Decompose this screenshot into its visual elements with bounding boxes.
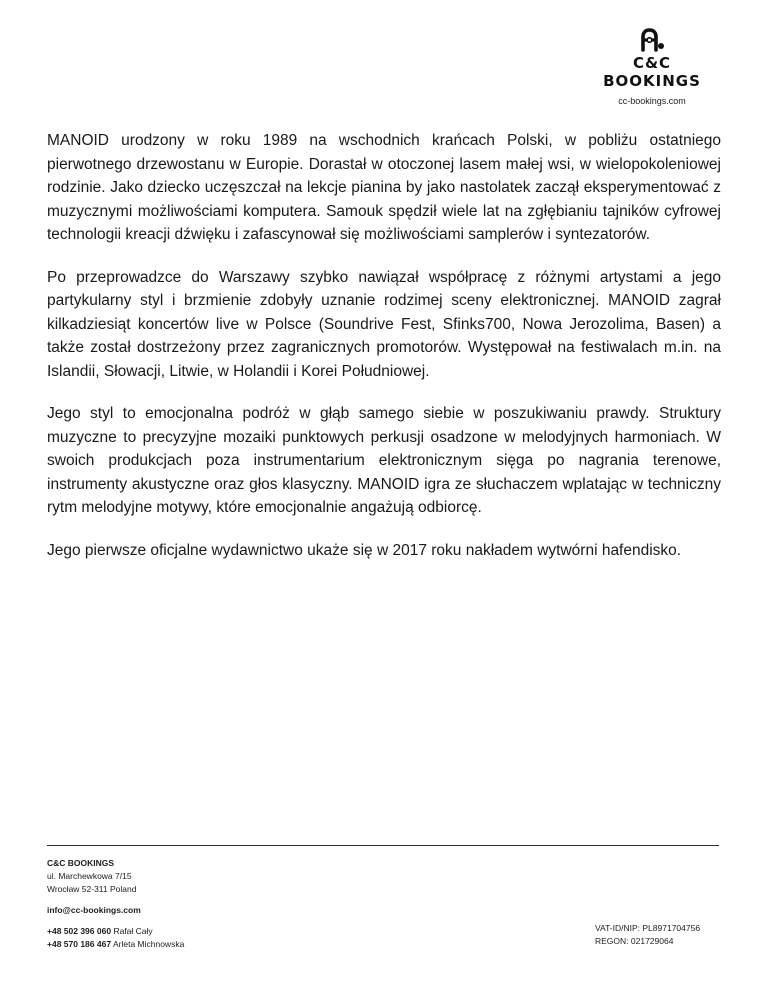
- regon: REGON: 021729064: [595, 936, 674, 946]
- phone-number[interactable]: +48 570 186 467: [47, 939, 112, 949]
- footer-address: [47, 857, 184, 951]
- footer-divider: [47, 845, 719, 846]
- paragraph: Jego styl to emocjonalna podróż w głąb samego siebie w poszukiwaniu prawdy. Struktury muzyczne to precyzyjne mozaiki punktowych perkusji osadzone w melodyjnych harmoniach. W swoich produkcjach poza instrumentarium elektronicznym sięga po nagrania terenowe, instrumenty akustyczne oraz głos klasyczny. MANOID igra ze słuchaczem wplatając w techniczny rytm melodyjne motywy, które emocjonalnie angażują odbiorcę.: [47, 405, 721, 516]
- brand-name: C&C BOOKINGS: [603, 54, 701, 90]
- footer-city: Wrocław 52-311 Poland: [47, 884, 137, 894]
- vat-id: VAT-ID/NIP: PL8971704756: [595, 923, 701, 933]
- footer-phone-row: [47, 938, 184, 951]
- cc-logo-icon: [638, 28, 666, 52]
- paragraph: Po przeprowadzce do Warszawy szybko nawiązał współpracę z różnymi artystami a jego partykularny styl i brzmienie zdobyły uznanie rodzimej sceny elektronicznej. MANOID zagrał kilkadziesiąt koncertów live w Polsce (Soundrive Fest, Sfinks700, Nowa Jerozolima, Basen) a także został dostrzeżony przez zagranicznych promotorów. Występował na festiwalach m.in. na Islandii, Słowacji, Litwie, w Holandii i Korei Południowej.: [47, 268, 721, 380]
- paragraph: MANOID urodzony w roku 1989 na wschodnich krańcach Polski, w pobliżu ostatniego pierwotnego drzewostanu w Europie. Dorastał w otoczonej lasem małej wsi, w wielopokoleniowej rodzinie. Jako dziecko uczęszczał na lekcje pianina by jako nastolatek zaczął eksperymentować z muzycznymi możliwościami komputera. Samouk spędził wiele lat na zgłębianiu tajników cyfrowej technologii kreacji dźwięku i zafascynował się możliwościami samplerów i syntezatorów.: [47, 132, 721, 243]
- footer-tax-ids: [595, 922, 700, 948]
- bio-text: [47, 129, 721, 581]
- footer-phone-row: [47, 925, 184, 938]
- letterhead: [582, 28, 722, 106]
- phone-number[interactable]: +48 502 396 060: [47, 926, 112, 936]
- footer-company: C&C BOOKINGS: [47, 858, 115, 868]
- paragraph: Jego pierwsze oficjalne wydawnictwo ukaże się w 2017 roku nakładem wytwórni hafendisko.: [47, 541, 682, 559]
- footer-email[interactable]: info@cc-bookings.com: [47, 905, 141, 915]
- contact-name: Arleta Michnowska: [112, 939, 185, 949]
- contact-name: Rafał Cały: [113, 926, 153, 936]
- footer-street: ul. Marchewkowa 7/15: [47, 871, 132, 881]
- website-link[interactable]: cc-bookings.com: [618, 96, 686, 106]
